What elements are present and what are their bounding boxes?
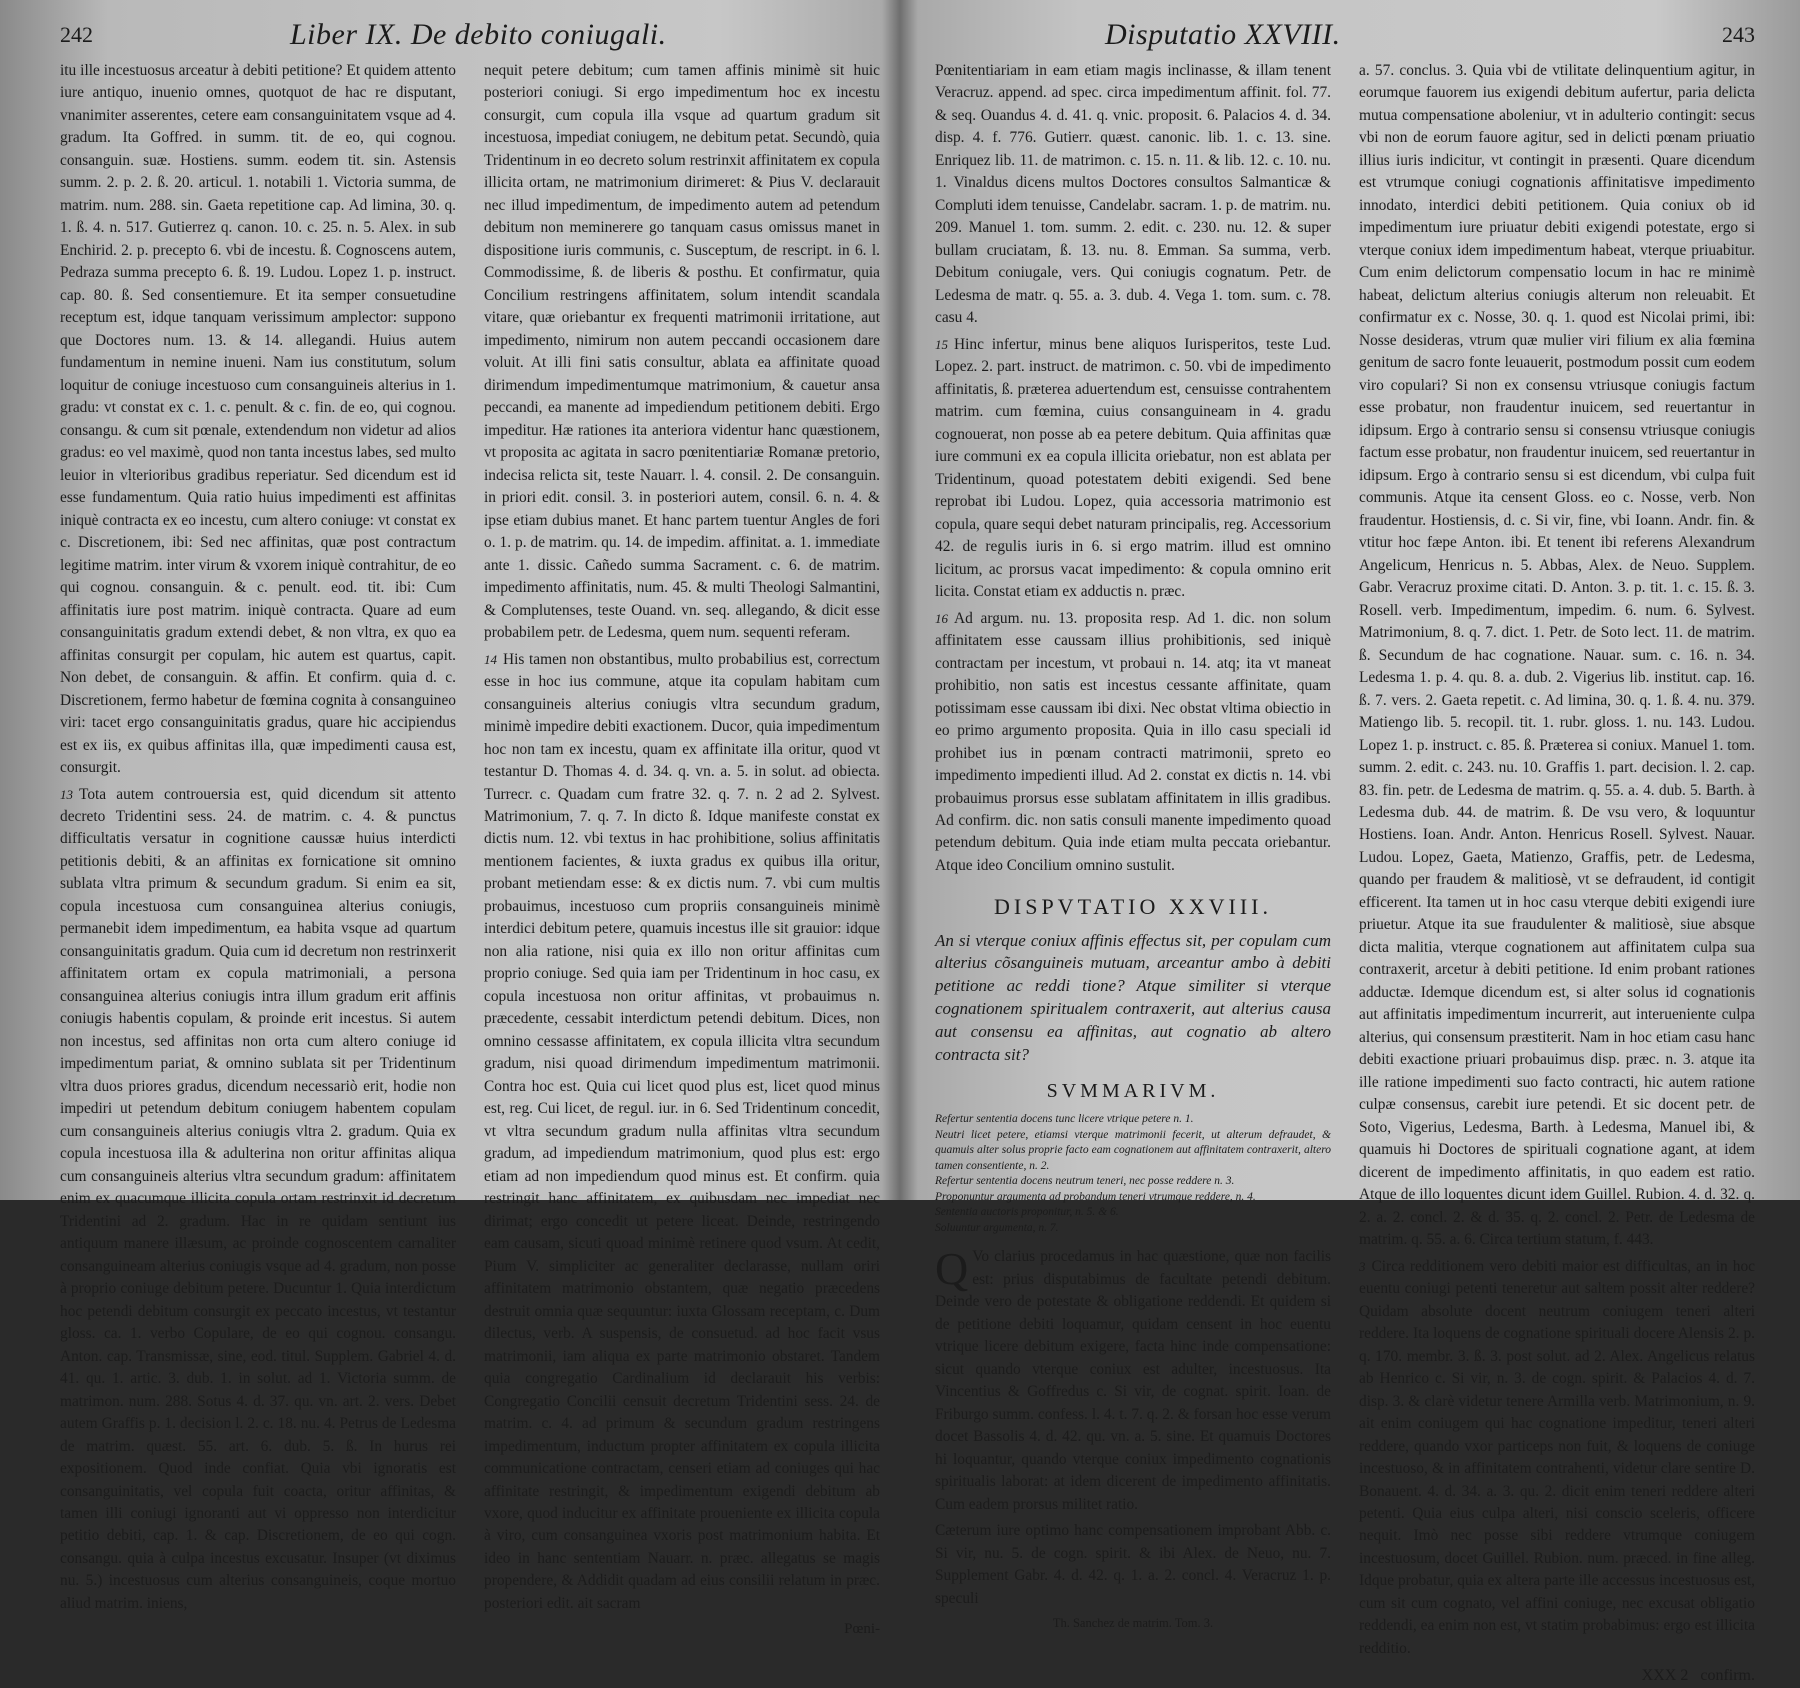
- left-column-2: [484, 60, 881, 1638]
- footer-line: Th. Sanchez de matrim. Tom. 3.: [1052, 1616, 1214, 1631]
- left-columns: [60, 60, 881, 1638]
- paragraph-15: 15 Hinc infertur, minus bene aliquos Iurisperitos, teste Lud. Lopez. 2. part. instruct. de matrimon. c. 50. vbi de impedimento affinitatis, ß. præterea aduertendum est, censuisse contrahentem matrim. cum fœmina, cuius consanguineam in 4. gradu cognouerat, non posse ab ea petere debitum. Quia affinitas quæ iure communi ex ea copula illicita oriebatur, non est ablata per Tridentinum, quoad potestatem debiti exigendi. Sed bene reprobat ibi Ludou. Lopez, quia accessoria matrimonio est copula, quare sequi debet naturam principalis, reg. Accessorium 42. de regulis iuris in 6. si ergo matrim. illud est omnino licitum, ac prorsus vacat impedimento: & copula omnino erit licita. Constat etiam ex adductis n. præc.: [935, 335, 1331, 601]
- paragraph-13: 13 Tota autem controuersia est, quid dicendum sit attento decreto Tridentini sess. 24. de matrim. c. 4. & punctus difficultatis versatur in cognitione caussæ huius interdicti petitionis debiti, & an affinitas ex fornicatione sit omnino sublata vltra primum & secundum gradum. Si enim ea sit, copula incestuosa cum consanguinea alterius coniugis, permanebit idem impedimentum, ea habita vsque ad quartum consanguinitatis gradum. Quia cum id decretum non restrinxerit affinitatem ortam ex copula matrimoniali, a persona consanguinea alterius coniugis intra illum gradum erit affinis coniugis habentis copulam, & proinde erit incestus. Si autem non incestus, sed affinitas non orta cum altero coniuge id impedimentum pariat, & omnino sublata sit per Tridentinum vltra duos priores gradus, dicendum necessariò erit, hodie non impediri ut petendum debitum coniugem habentem copulam cum consanguineis alterius coniugis vltra 2. gradum. Quia ex copula incestuosa illa & adulterina non oritur affinitas aliqua cum consanguineis alterius vltra secundum gradum: affinitatem enim ex quacumque illicita copula ortam restrinxit id decretum Tridentini ad 2. gradum. Hac in re quidam sentiunt ius antiquum manere illæsum, ac proinde cognoscentem carnaliter consanguineam alterius coniugis vsque ad 4. gradum, non posse à proprio coniuge debitum petere. Ducuntur 1. Quia interdictum hoc petendi debitum consurgit ex peccato incestus, vt testantur gloss. ca. 1. verbo Copulare, de eo qui cognou. consangu. Anton. cap. Transmissæ, sine, eod. titul. Supplem. Gabriel 4. d. 41. qu. 1. artic. 3. dub. 1. in solut. ad 1. Victoria summ. de matrimon. num. 288. Sotus 4. d. 37. qu. vn. art. 2. vers. Debet autem Graffis p. 1. decision l. 2. c. 18. nu. 4. Petrus de Ledesma de matrim. quæst. 55. art. 6. dub. 5. ß. In hurus rei expositionem. Quod inde confiat. Quia vbi ignoratis est consanguinitatis, vel copula fuit coacta, oritur affinitas, & tamen illi coniugi ignoranti aut vi oppresso non interdicitur petitio debiti, cap. 1. & cap. Discretionem, de eo qui cogn. consangu. quia à culpa incestus excusatur. Insuper (vt diximus nu. 5.) incestuosus cum alterius consanguineis, coque mortuo aliud matrim. iniens,: [60, 785, 456, 1612]
- paragraph-2: Cæterum iure optimo hanc compensationem improbant Abb. c. Si vir, nu. 5. de cogn. spirit. & ibi Alex. de Neuo, nu. 7. Supplement Gabr. 4. d. 42. q. 1. a. 2. concl. 4. Veracruz 1. p. speculi: [935, 1522, 1331, 1607]
- summarium-item: Sententia auctoris proponitur, n. 5. & 6.: [935, 1206, 1119, 1219]
- summarium-item: Soluuntur argumenta, n. 7.: [935, 1221, 1059, 1234]
- folio-left: 242: [60, 22, 93, 47]
- disputatio-question: An si vterque coniux affinis effectus sit, per copulam cum alterius cõsanguineis mutuam, arceantur ambo à debiti petitione ac reddi tione? Atque similiter si vterque cognationem spiritualem contraxerit, aut alterius causa aut consensu ea affinitas, aut cognatio ab altero contracta sit?: [935, 930, 1331, 1065]
- right-column-1: [935, 60, 1331, 1631]
- summarium-item: Neutri licet petere, etiamsi vterque matrimonii fecerit, ut alterum defraudet, & quamuis alter solus proprie facto eam cognationem aut affinitatem contraxerit, altero tamen consentiente, n. 2.: [935, 1128, 1331, 1172]
- paragraph: a. 57. conclus. 3. Quia vbi de vtilitate delinquentium agitur, in eorumque fauorem ius exigendi debitum aufertur, paria delicta mutua compensatione aboleniur, vt in adulterio contingit: secus vbi non de eorum fauore agitur, sed in delicti pœnam priuatio illius iuris indicitur, vt contingit in præsenti. Quare dicendum est vtrumque coniugi cognationis affinitatisve impedimento innodato, interdici debiti petitionem. Quia coniux ob id impedimentum iure priuatur debiti exigendi potestate, ergo si vterque coniux idem impedimentum habeat, vterque priuabitur. Cum enim delictorum compensatio locum in hac re minimè habeat, delictum alterius coniugis alterum non releuabit. Et confirmatur ex c. Nosse, 30. q. 1. quod est Nicolai primi, ibi: Nosse desideras, vtrum quæ mulier viri filium ex alia fœmina genitum de sacro fonte leuauerit, postmodum possit cum eodem viro copulari? Si non ex consensu vtriusque coniugis factum esse probatur, non fraudentur inuicem, sed reuertantur in idipsum. Ergo à contrario sensu si consensu vtriusque coniugis factum esse probatur, non fraudentur inuicem, sed reuertantur in idipsum. Ergo à contrario sensu si est dicendum, vbi culpa fuit communis. Atque ita censent Gloss. eo c. Nosse, verb. Non fraudentur. Hostiensis, d. c. Si vir, fine, vbi Ioann. Andr. fin. & vtitur hoc fæpe Anton. ibi. Et tenent ibi referens Alexandrum Angelicum, Henricus n. 5. Abbas, Alex. de Neuo. Supplem. Gabr. Veracruz proxime citati. D. Anton. 3. p. tit. 1. c. 15. ß. 3. Rosell. verb. Impedimentum, impedim. 6. num. 6. Sylvest. Matrimonium, 8. q. 7. dict. 1. Petr. de Soto lect. 11. de matrim. ß. Secundum de hac cognatione. Nauar. sum. c. 16. n. 34. Ledesma 1. p. 4. qu. 8. a. dub. 2. Vigerius lib. institut. cap. 16. ß. 7. vers. 2. Gaeta repetit. c. Ad limina, 30. q. 1. ß. 4. nu. 379. Matiengo lib. 5. recopil. tit. 1. rubr. gloss. 1. nu. 143. Ludou. Lopez 1. p. instruct. c. 85. ß. Præterea si coniux. Manuel 1. tom. summ. 2. edit. c. 243. nu. 10. Graffis 1. part. decision. l. 2. cap. 83. fin. petr. de Ledesma de matrim. q. 55. a. 4. dub. 5. Barth. à Ledesma dub. 44. de matrim. ß. De vsu vero, & loquuntur Hostiens. Ioan. Andr. Anton. Henricus Rosell. Sylvest. Nauar. Ludou. Lopez, Gaeta, Matienzo, Graffis, petr. de Ledesma, quando per fraudem & malitiosè, vt se defraudent, id contigit efficerent. Ita tamen ut in hoc casu vterque debiti exigendi iure priuetur. Atque ita sue fraudulenter & malitiosè, siue absque dicta malitia, vterque cognationem aut affinitatem culpa sua contraxerit, arcetur à debiti petitione. Id enim probant rationes adductæ. Idemque dicendum est, si alter solus id cognationis aut affinitatis impedimentum incurrerit, aut interueniente culpa alterius, qui consensum præstiterit. Nam in hoc etiam casu hanc debiti exactione priuari probauimus disp. præc. n. 3. atque ita ille ratione impedimenti suo facto contracti, hic autem ratione culpæ consensus, carebit iure petendi. Et sic docent petr. de Soto, Vigerius, Ledesma, Barth. à Ledesma, Manuel ibi, & quamuis hi Doctores de spirituali cognatione agant, at idem dicerent de impedimento affinitatis, in quo eadem est ratio. Atque de illo loquentes dicunt idem Guillel. Rubion. 4. d. 32. q. 2. a. 2. concl. 2. & d. 35. q. 2. concl. 2. Petr. de Ledesma de matrim. q. 55. a. 6. Circa tertium statum, f. 443.: [1359, 62, 1755, 1249]
- summarium-list: [935, 1112, 1331, 1236]
- running-title-left: Liber IX. De debito coniugali.: [290, 18, 667, 51]
- right-columns: [935, 60, 1755, 1685]
- summarium-item: Refertur sententia docens neutrum teneri, nec posse reddere n. 3.: [935, 1175, 1235, 1188]
- left-column-1: [60, 60, 456, 1612]
- right-column-2: [1359, 60, 1755, 1685]
- disputatio-heading: DISPVTATIO XXVIII.: [994, 894, 1272, 920]
- right-page: [935, 0, 1755, 1685]
- paragraph: itu ille incestuosus arceatur à debiti petitione? Et quidem attento iure antiquo, inuenio omnes, quotquot de hac re disputant, vnanimiter asserentes, cetere eam consanguinitatem vsque ad 4. gradum. Ita Goffred. in summ. tit. de eo, qui cognou. consanguin. suæ. Hostiens. summ. eodem tit. sin. Astensis summ. 2. p. 2. ß. 20. articul. 1. notabili 1. Victoria summa, de matrim. num. 288. sin. Gaeta repetitione cap. Ad limina, 30. q. 1. ß. 4. n. 517. Gutierrez q. canon. 10. c. 25. n. 5. Alex. in sub Enchirid. 2. p. precepto 6. vbi de incestu. ß. Cognoscens autem, Pedraza summa precepto 6. ß. 19. Ludou. Lopez 1. p. instruct. cap. 80. ß. Sed consentiemure. Et ita semper consuetudine receptum est, idque tanquam verissimum amplector: suppono que Doctores num. 13. & 14. allegandi. Huius autem fundamentum in nemine inueni. Nam ius constitutum, solum loquitur de coniuge incestuoso cum consanguineis alterius in 1. gradu: vt constat ex c. 1. c. penult. & c. fin. de eo, qui cognou. consangu. & cum sit pœnale, extendendum non videtur ad alios gradus: eo vel maximè, quod non tanta incestus labes, sed multo leuior in vlterioribus gradibus reperiatur. Sed dicendum est id esse fundamentum. Quia ratio huius impedimenti est affinitas iniquè contracta ex eo incestu, cum altero coniuge: vt constat ex c. Discretionem, ibi: Sed nec affinitas, quæ post contractum legitime matrim. inter virum & vxorem iniquè contrahitur, de eo qui cognou. consanguin. & c. penult. eod. tit. ibi: Cum affinitatis iure post matrim. iniquè contracta. Quare ad eum consanguinitatis gradum extendi debet, & non vltra, ex quo ea affinitas consurgit per copulam, hic autem est quartus, capit. Non debet, de consanguin. & affin. Et confirm. quia d. c. Discretionem, fermo habetur de fœmina cognita à consanguineo viri: tacet ergo consanguinitatis gradus, quare hic accipiendus est ex iis, ex quibus affinitas illa, quæ impedimenti causa est, consurgit.: [60, 62, 456, 777]
- summarium-heading: SVMMARIVM.: [1046, 1080, 1220, 1103]
- running-head-left: [60, 18, 880, 58]
- drop-cap: Q: [935, 1243, 969, 1295]
- paragraph-14: 14 His tamen non obstantibus, multo probabilius est, correctum esse in hoc ius commune, atque ita copulam habitam cum consanguineis alterius coniugis vltra secundum gradum, minimè impedire debiti exactionem. Ducor, quia impedimentum hoc non tam ex incestu, quam ex affinitate illa oritur, quod vt testantur D. Thomas 4. d. 34. q. vn. a. 5. in solut. ad obiecta. Turrecr. c. Quadam cum fratre 32. q. 7. n. 2 ad 2. Sylvest. Matrimonium, 7. q. 7. In dicto ß. Idque manifeste constat ex dictis num. 12. vbi textus in hac prohibitione, solius affinitatis mentionem facientes, & iuxta gradus ex quibus illa oritur, probant metiendam esse: & ex dictis num. 7. vbi cum multis probauimus, incestuoso cum propriis consanguineis minimè interdici debitum petere, quamuis incestus ille sit grauior: idque non alia ratione, nisi quia ex illo non oritur affinitas cum proprio coniuge. Sed quia iam per Tridentinum in hoc casu, ex copula incestuosa non oritur affinitas, vt probauimus n. præcedente, cessabit interdictum petendi debitum. Dices, non omnino cessasse affinitatem, ex copula illicita vltra secundum gradum, nisi quoad dirimendum impedimentum matrimonii. Contra hoc est. Quia cui licet quod plus est, licet quod minus est, reg. Cui licet, de regul. iur. in 6. Sed Tridentinum concedit, vt vltra secundum gradum nulla affinitas vltra secundum gradum, ad impediendum matrimonium, quod plus est: ergo etiam ad non impediendum quod minus est. Et confirm. quia restringit hanc affinitatem, ex quibusdam nec impediat nec dirimat; ergo concedit ut petere liceat. Deinde, restringendo eam causam, sicuti quoad minimè retinere quod vsum. At cedit, Pium V. simpliciter ac generaliter declarasse, nullam oriri affinitatem matrimonio obstantem, quæ negatio præcedens destruit omnia quæ sequuntur: iuxta Glossam receptam, c. Dum dilectus, verb. A suspensis, de consuetud. ad hoc facit vsus matrimonii, iam aliqua ex parte matrimonio obstaret. Tandem quia congregatio Cardinalium id declarauit his verbis: Congregatio Concilii censuit decretum Tridentini sess. 24. de matrim. c. 4. ad primum & secundum gradum restringens impedimentum, inductum propter affinitatem ex copula illicita communicatione contractam, censeri etiam ad coniuges qui hac affinitate restringit, & impedimentum exigendi debitum ab vxore, quod inducitur ex affinitate proueniente ex illicita copula à viro, cum consanguinea vxoris post matrimonium habita. Et ideo in hanc sententiam Nauarr. n. præc. allegatus se magis propendere, & Addidit quadam ad eius consilii relatum in præc. posteriori edit. ait sacram: [484, 650, 881, 1612]
- paragraph: nequit petere debitum; cum tamen affinis minimè sit huic posteriori coniugi. Si ergo impedimentum hoc ex incestu consurgit, cum copula illa vsque ad quartum gradum sit incestuosa, impediat coniugem, ne debitum petat. Secundò, quia Tridentinum in eo decreto solum restrinxit affinitatem ex copula illicita ortam, ne matrimonium dirimeret: & Pius V. declarauit nec illud impedimentum, de impedimento autem ad petendum debitum non meminerere go tanquam casus omissus manet in dispositione iuris communis, c. Susceptum, de rescript. in 6. l. Commodissime, ß. de liberis & posthu. Et confirmatur, quia Concilium restringens affinitatem, solum intendit scandala vitare, quæ oriebantur ex frequenti matrimonii irritatione, aut impedimento, nimirum non autem peccandi occasionem dare voluit. At illi fini satis consultur, ablata ea affinitate quoad dirimendum impedimentumque matrimonium, & cauetur ansa peccandi, ea manente ad impediendum petitionem debiti. Ergo impeditur. Hæ rationes ita anteriora videntur hanc quæstionem, vt proposita ac agitata in sacro pœnitentiariæ Romanæ pretorio, indecisa relicta sit, teste Nauarr. l. 4. consil. 2. De consanguin. in priori edit. consil. 3. in posteriori autem, consil. 6. n. 4. & ipse etiam dubius manet. Et hanc partem tuentur Angles de fori o. 1. p. de matrim. qu. 14. de impedim. affinitat. a. 1. immediate ante 1. dissic. Cañedo summa Sacrament. c. 6. de matrim. impedimento affinitatis, num. 45. & multi Theologi Salmantini, & Complutenses, teste Ouand. vn. seq. allegando, & dicit esse probabilem petr. de Ledesma, quem num. sequenti referam.: [484, 62, 880, 642]
- running-head-right: [935, 18, 1755, 58]
- paragraph-16: 16 Ad argum. nu. 13. proposita resp. Ad 1. dic. non solum affinitatem esse caussam illius prohibitionis, sed iniquè contractam per incestum, vt probaui n. 14. atq; ita vt maneat prohibitio, non satis est incestus cessante affinitate, quam potissimam esse caussam ibi dixi. Nec obstat vltima obiectio in eo primo argumento proposita. Quia in illo casu speciali id prohibet ius in pœnam contracti matrimonii, spreto eo impedimento impedienti illud. Ad 2. constat ex dictis n. 14. vbi probauimus prorsus esse sublatam affinitatem in illis gradibus. Ad confirm. dic. non satis consuli manente impedimento quoad petendum debitum. Quia inde etiam multa peccata oriebantur. Atque ideo Concilium omnino sustulit.: [935, 609, 1331, 874]
- summarium-item: Refertur sententia docens tunc licere vtrique petere n. 1.: [935, 1113, 1194, 1126]
- summarium-item: Proponuntur argumenta ad probandum teneri vtrumque reddere, n. 4.: [935, 1190, 1256, 1203]
- catchword-left: Pœni-: [844, 1621, 880, 1638]
- left-page: [60, 0, 881, 1638]
- signature-mark: XXX 2 confirm.: [1641, 1667, 1755, 1685]
- folio-right: 243: [1722, 22, 1755, 47]
- running-title-right: Disputatio XXVIII.: [1105, 18, 1341, 51]
- paragraph: Pœnitentiariam in eam etiam magis inclinasse, & illam tenent Veracruz. append. ad spec. circa impedimentum affinit. fol. 77. & seq. Ouandus 4. d. 41. q. vnic. proposit. 6. Palacios 4. d. 34. disp. 4. f. 776. Gutierr. quæst. canonic. lib. 1. c. 13. sine. Enriquez lib. 11. de matrimon. c. 15. n. 11. & lib. 12. c. 10. nu. 1. Vinaldus dicens multos Doctores consultos Salmanticæ & Compluti idem tenuisse, Candelabr. sacram. 1. p. de matrim. nu. 209. Manuel 1. tom. summ. 2. edit. c. 230. nu. 12. & super bullam cruciatam, ß. 13. nu. 8. Emman. Sa summa, verb. Debitum coniugale, vers. Qui coniugis cognatum. Petr. de Ledesma de matr. q. 55. a. 3. dub. 4. Vega 1. tom. sum. c. 78. casu 4.: [935, 62, 1331, 327]
- paragraph-1: Q Vo clarius procedamus in hac quæstione, quæ non facilis est: prius disputabimus de facultate petendi debitum. Deinde vero de potestate & obligatione reddendi. Et quidem si de petitione debiti loquamur, quidam censent in hoc euentu vtrique licere debitum exigere, facta hinc inde compensatione: sicut quando vterque coniux est adulter, incestuosus. Ita Vincentius & Goffredus c. Si vir, de cognat. spirit. Ioan. de Friburgo summ. confess. l. 4. t. 7. q. 2. & forsan hoc esse verum docet Bassolis 4. d. 42. qu. vn. a. 5. sine. Et quamuis Doctores hi loquantur, quando vterque coniux impedimento cognationis spiritualis laborat: at idem dicerent de impedimento affinitatis. Cum eadem prorsus militet ratio.: [935, 1243, 1331, 1513]
- paragraph-3: 3 Circa redditionem vero debiti maior est difficultas, an in hoc euentu coniugi petenti teneretur aut saltem possit alter reddere? Quidam absolute docent neutrum coniugem teneri alteri reddere. Ita loquens de cognatione spirituali docere Alensis 2. p. q. 170. membr. 3. ß. 3. post solut. ad 2. Alex. Angelicus relatus ab Henrico c. Si vir, n. 3. de cogn. spirit. & Palacios 4. d. 7. disp. 3. & clarè videtur tenere Armilla verb. Matrimonium, n. 9. ait enim coniugem qui hac cognatione impeditur, teneri alteri reddere, quando vxor particeps non fuit, & loquens de coniuge incestuoso, & in affinitatem contrahenti, videtur clare sentire D. Bonauent. 4. d. 34. a. 3. qu. 2. dicit enim teneri reddere alteri petenti. Quia eius culpa alteri, nisi conscio sceleris, officere nequit. Imò nec posse sibi reddere vtrumque coniugem incestuosum, docet Guillel. Rubion. num. præced. in fine alleg. Idque probatur, quia ex altera parte ille accessus incestuosus est, cum sit cum cognato, vel affini coniuge, nec excusat obligatio reddendi, ea enim non est, vt statim probabimus: ergo est illicita redditio.: [1359, 1257, 1755, 1657]
